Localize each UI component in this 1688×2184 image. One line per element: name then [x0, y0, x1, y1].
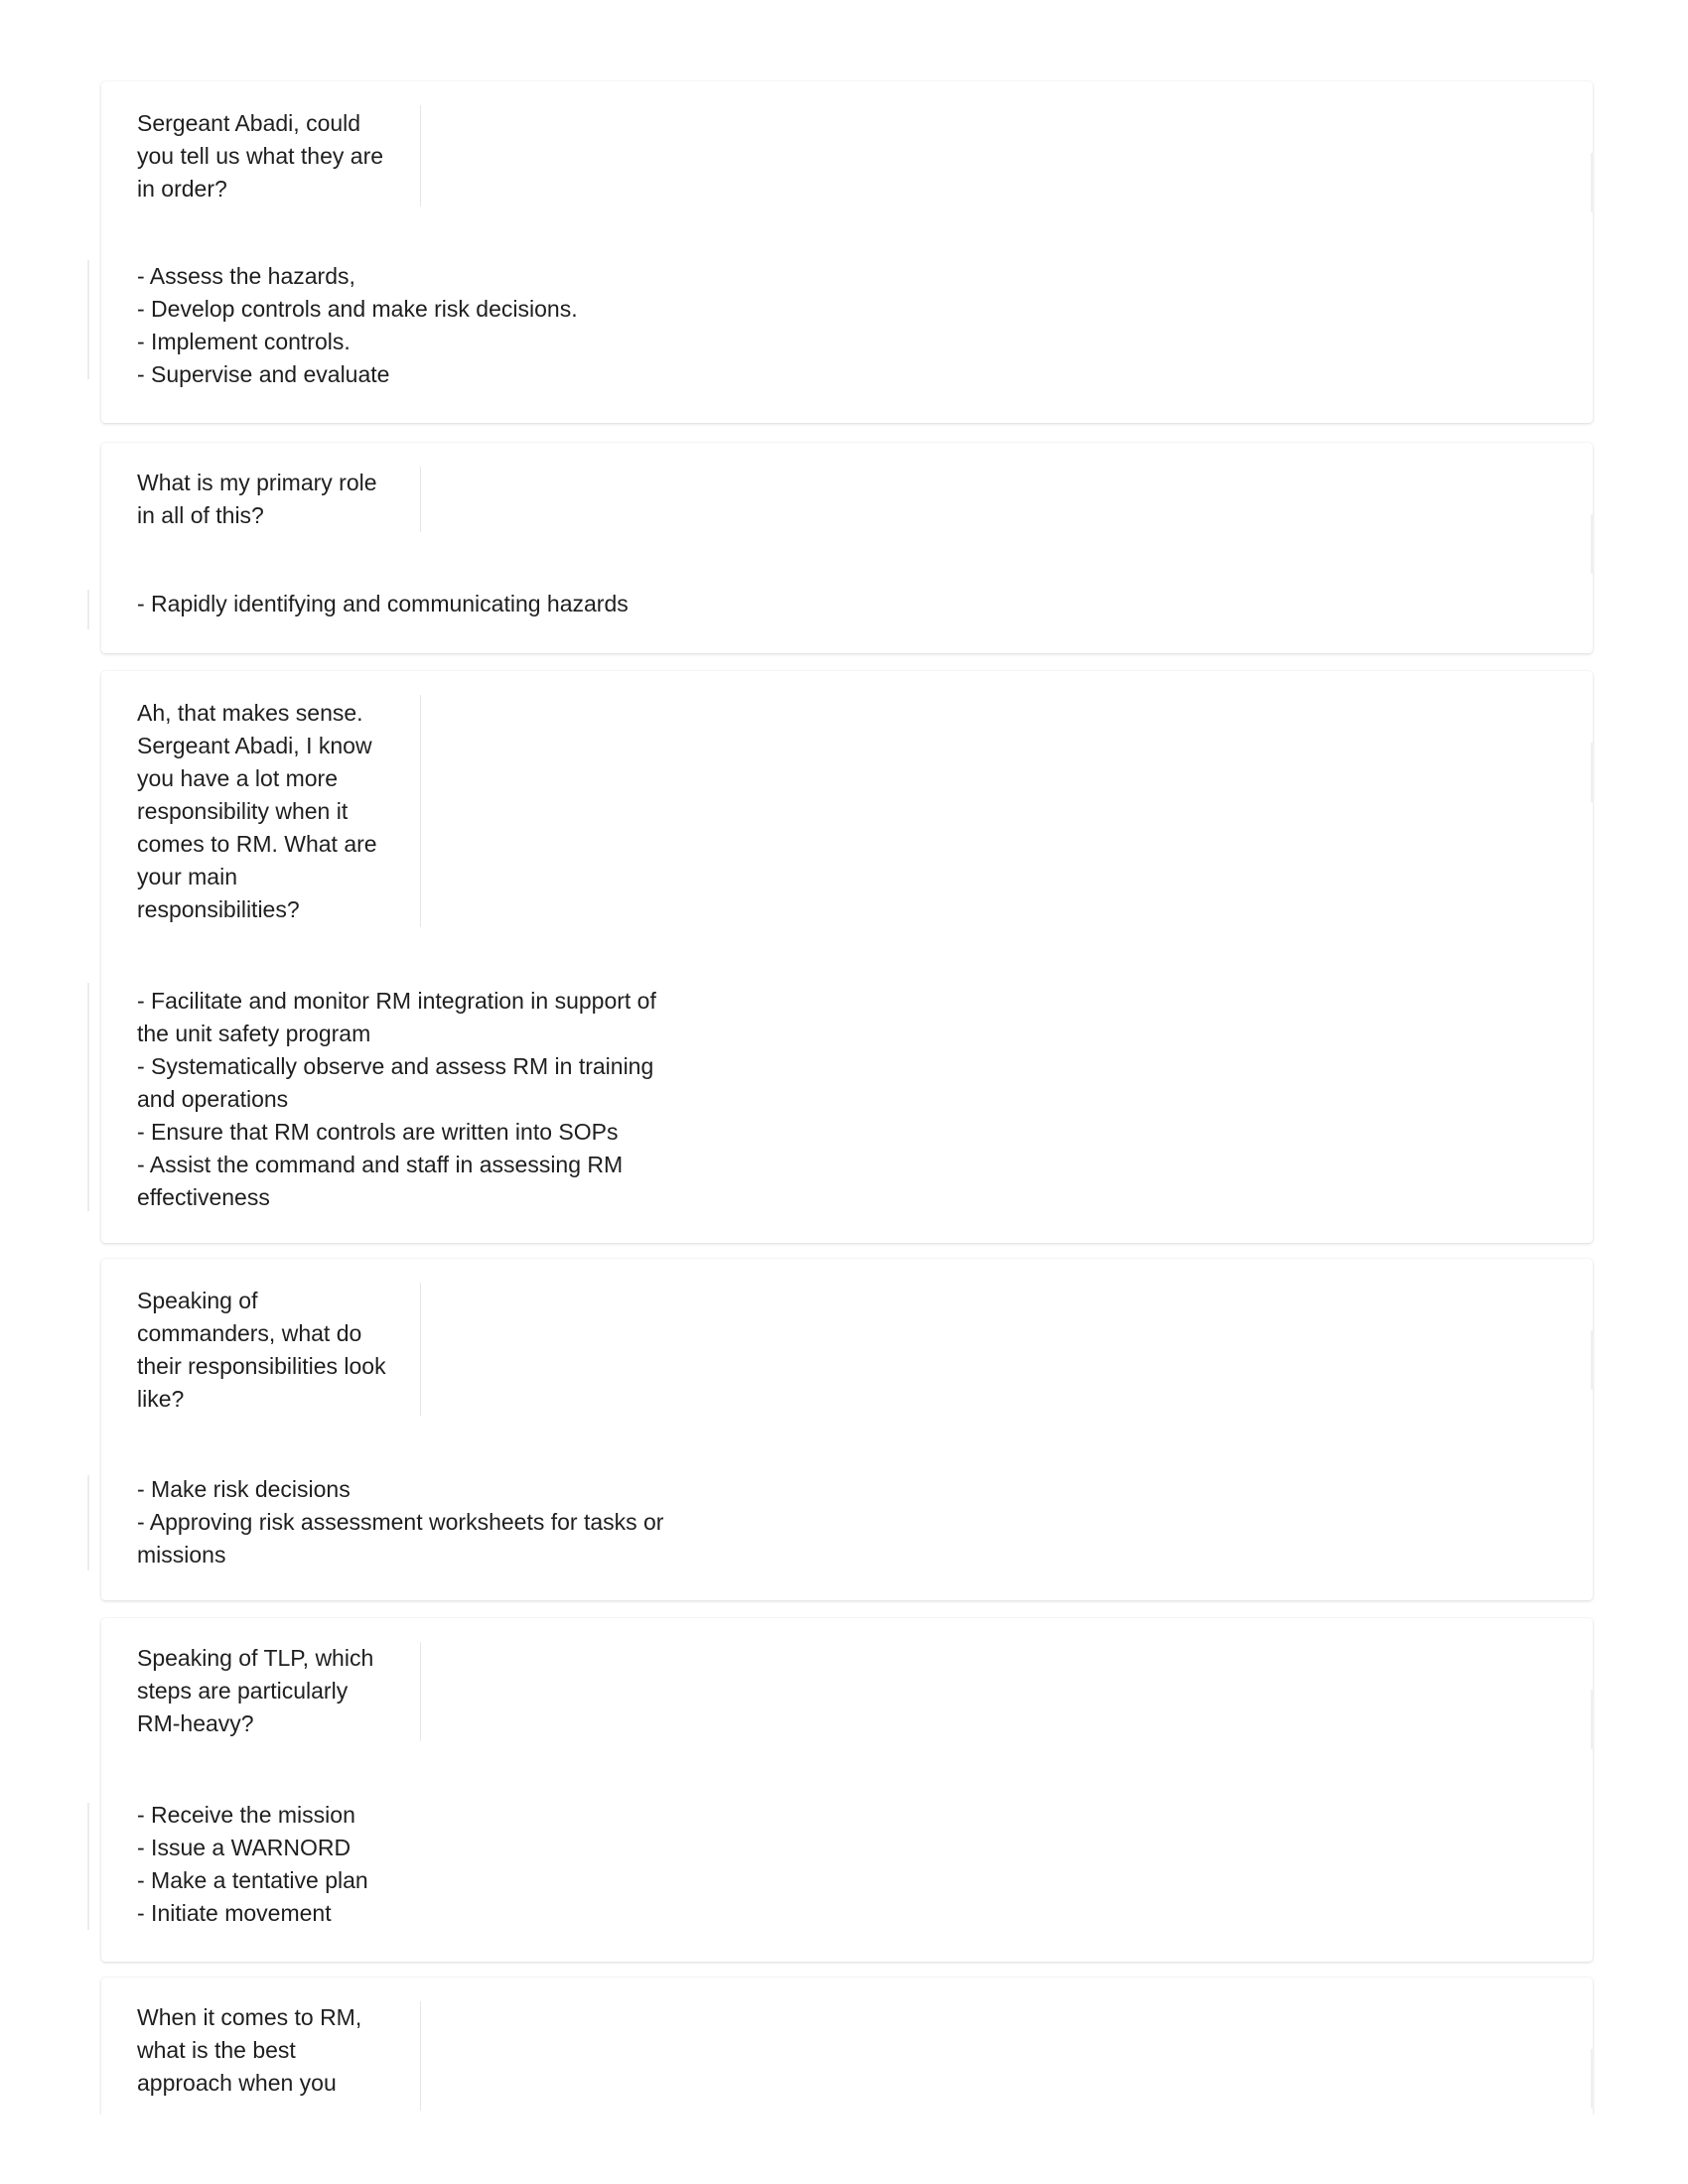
card-edge-line [87, 260, 89, 379]
flashcard [101, 671, 1593, 1243]
card-edge-line [87, 983, 89, 1211]
card-edge-line [1591, 1690, 1593, 1749]
flashcard-term: Speaking of TLP, which steps are particularly RM-heavy? [137, 1645, 374, 1736]
flashcard-definition: - Assess the hazards, - Develop controls and make risk decisions. - Implement controls. - Supervise and evaluate [137, 263, 578, 387]
flashcard-term: Speaking of commanders, what do their responsibilities look like? [137, 1288, 386, 1412]
flashcard [101, 81, 1593, 423]
card-edge-line [1591, 153, 1593, 212]
term-divider [420, 1283, 421, 1416]
flashcard-definition: - Receive the mission - Issue a WARNORD - Make a tentative plan - Initiate movement [137, 1802, 368, 1926]
page-bottom-margin [0, 2115, 1688, 2184]
term-divider [420, 105, 421, 206]
flashcard-definition: - Facilitate and monitor RM integration in support of the unit safety program - Systematically observe and assess RM in training and operations - Ensure that RM controls are written into SOPs - Assist the command and staff in assessing RM effectiveness [137, 988, 656, 1210]
card-edge-line [87, 1803, 89, 1930]
card-edge-line [1591, 2049, 1593, 2109]
flashcard [101, 443, 1593, 653]
flashcard [101, 1618, 1593, 1962]
term-divider [420, 467, 421, 532]
flashcard-term: When it comes to RM, what is the best approach when you [137, 2004, 362, 2096]
flashcard-term: Ah, that makes sense. Sergeant Abadi, I know you have a lot more responsibility when it comes to RM. What are your main responsibilities? [137, 700, 377, 922]
card-edge-line [87, 590, 89, 629]
flashcard-definition: - Rapidly identifying and communicating hazards [137, 591, 629, 616]
card-edge-line [1591, 1330, 1593, 1390]
flashcard-definition: - Make risk decisions - Approving risk assessment worksheets for tasks or missions [137, 1476, 664, 1568]
term-divider [420, 695, 421, 927]
flashcard [101, 1259, 1593, 1600]
term-divider [420, 2001, 421, 2111]
flashcard-term: Sergeant Abadi, could you tell us what they are in order? [137, 110, 384, 202]
term-divider [420, 1642, 421, 1741]
flashcard-term: What is my primary role in all of this? [137, 470, 377, 528]
card-edge-line [1591, 743, 1593, 802]
card-edge-line [1591, 514, 1593, 574]
card-edge-line [87, 1475, 89, 1570]
